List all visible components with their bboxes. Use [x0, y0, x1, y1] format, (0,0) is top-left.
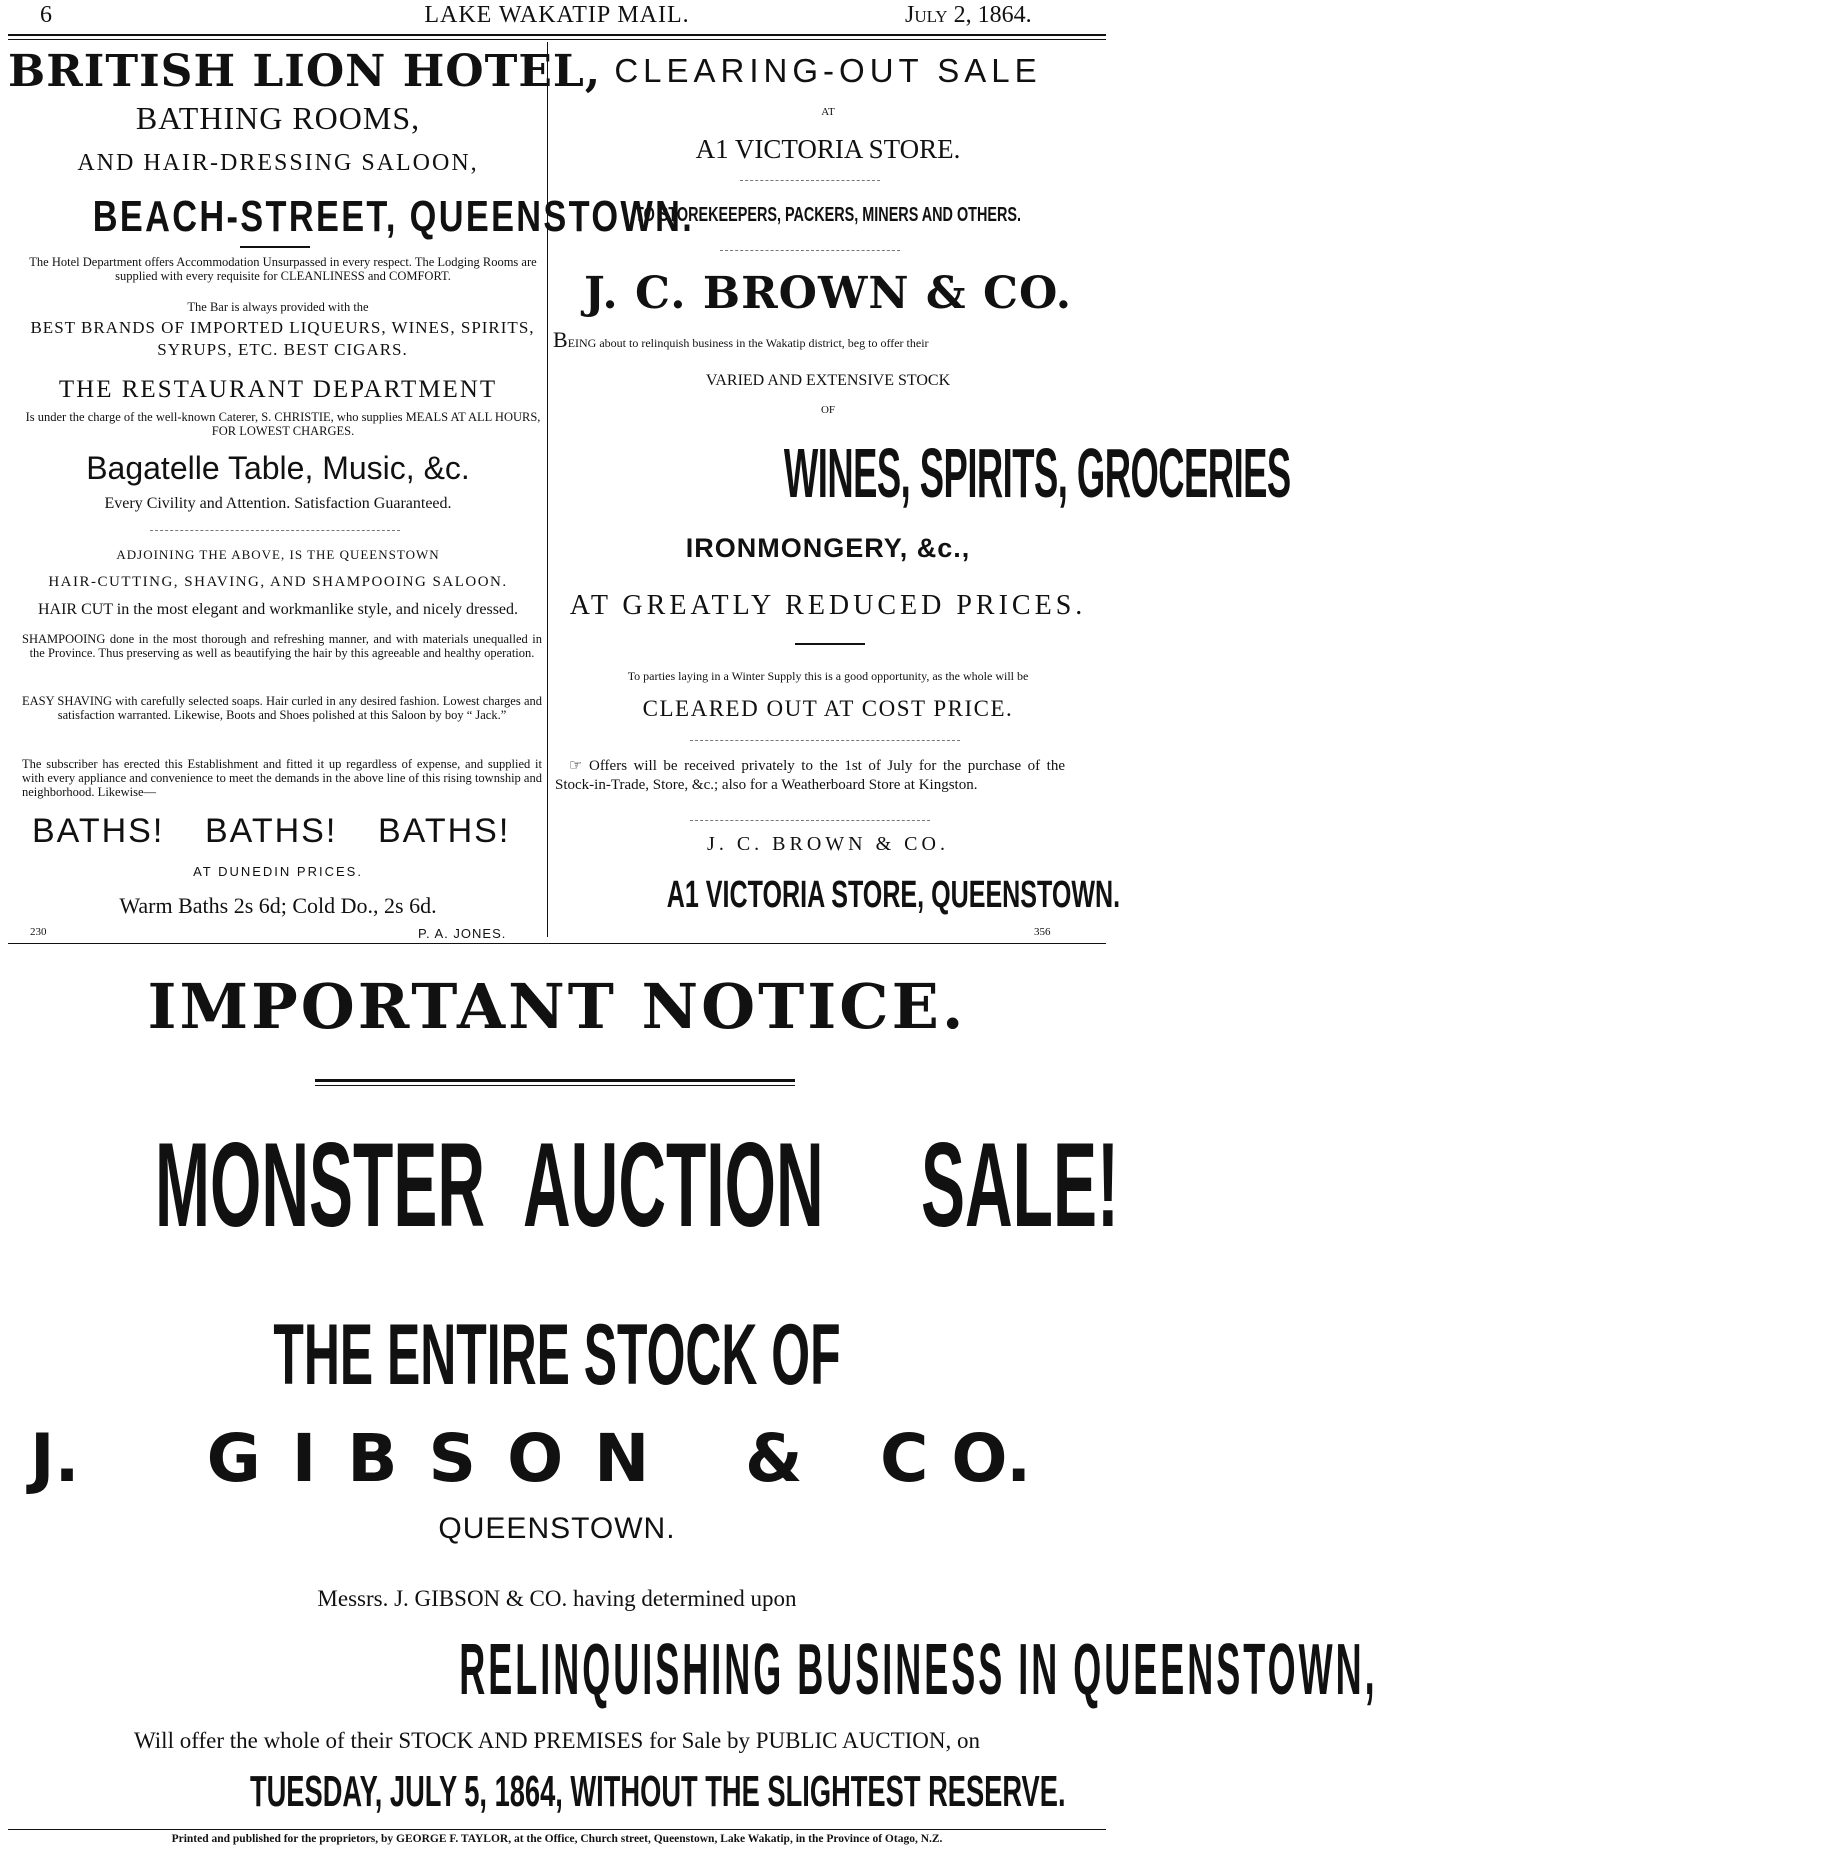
drop-initial: B	[553, 327, 568, 352]
divider	[690, 820, 930, 821]
bagatelle-table: Bagatelle Table, Music, &c.	[86, 450, 470, 486]
adjoining-line: ADJOINING THE ABOVE, IS THE QUEENSTOWN	[116, 547, 440, 562]
offers-paragraph	[555, 756, 1065, 795]
ad-signature: J. C. BROWN & CO.	[707, 833, 949, 855]
masthead: LAKE WAKATIP MAIL.	[424, 2, 690, 28]
shampooing-text: SHAMPOOING done in the most thorough and refreshing manner, and with materials unequalled in the Province. Thus preserving as well as beautifying the hair by this agreeable and healthy operation.	[22, 632, 542, 660]
divider	[720, 250, 900, 251]
monster-word	[20, 1110, 485, 1260]
hotel-address	[8, 192, 695, 244]
sale-word	[840, 1110, 1119, 1260]
ad-reference-number: 230	[30, 926, 47, 938]
saloon-heading: HAIR-CUTTING, SHAVING, AND SHAMPOOING SALOON.	[48, 574, 508, 590]
offers-text: Offers will be received privately to the 1st of July for the purchase of the Stock-in-Trade, Store, &c.; also for a Weatherboard Store at Kingston.	[555, 758, 1065, 793]
firm-name: J. C. BROWN & CO.	[583, 268, 1073, 319]
reduced-prices: AT GREATLY REDUCED PRICES.	[569, 590, 1087, 621]
varied-stock: VARIED AND EXTENSIVE STOCK	[705, 372, 951, 389]
queenstown: QUEENSTOWN.	[438, 1512, 676, 1545]
hotel-address-text: BEACH-STREET, QUEENSTOWN.	[92, 192, 695, 241]
ad-reference-number: 356	[1034, 926, 1051, 938]
divider	[150, 530, 400, 531]
of-label: OF	[820, 404, 836, 416]
page-number: 6	[40, 2, 52, 28]
important-notice	[0, 970, 1114, 1043]
double-rule	[315, 1085, 795, 1086]
baths-2: BATHS!	[205, 812, 338, 850]
divider	[795, 643, 865, 645]
auction-word	[400, 1110, 824, 1260]
bar-brands: BEST BRANDS OF IMPORTED LIQUEURS, WINES, SPIRITS, SYRUPS, ETC. BEST CIGARS.	[30, 318, 535, 359]
intro-text: EING about to relinquish business in the Wakatip district, beg to offer their	[567, 336, 929, 350]
gibson-j: J.	[30, 1420, 80, 1497]
important-notice-text: IMPORTANT NOTICE.	[147, 970, 967, 1043]
messrs-line: Messrs. J. GIBSON & CO. having determined upon	[317, 1586, 797, 1611]
pointing-hand-icon: ☞	[569, 756, 583, 774]
restaurant-heading: THE RESTAURANT DEPARTMENT	[58, 376, 498, 403]
audience-text: TO STOREKEEPERS, PACKERS, MINERS AND OTHERS.	[635, 204, 1021, 226]
divider	[690, 740, 960, 741]
gibson-ampersand: &	[745, 1420, 803, 1497]
cleared-out: CLEARED OUT AT COST PRICE.	[642, 696, 1014, 721]
hotel-department-text: The Hotel Department offers Accommodation Unsurpassed in every respect. The Lodging Rooms are supplied with every requisite for CLEANLINESS and COMFORT.	[29, 255, 537, 283]
dunedin-prices: AT DUNEDIN PRICES.	[193, 864, 363, 879]
victoria-store: A1 VICTORIA STORE.	[695, 134, 961, 164]
baths-1: BATHS!	[32, 812, 165, 850]
sale-text: SALE!	[921, 1118, 1119, 1252]
header-rule	[8, 34, 1106, 36]
hair-cut-line: HAIR CUT in the most elegant and workmanlike style, and nicely dressed.	[37, 601, 519, 618]
bathing-rooms: BATHING ROOMS,	[135, 100, 421, 136]
wines-text: WINES, SPIRITS, GROCERIES	[783, 434, 1291, 512]
hair-dressing-saloon: AND HAIR-DRESSING SALOON,	[77, 150, 479, 176]
entire-stock	[0, 1300, 1114, 1410]
entire-stock-text: THE ENTIRE STOCK OF	[273, 1307, 841, 1403]
wines-line	[550, 428, 1291, 518]
store-bottom-text: A1 VICTORIA STORE, QUEENSTOWN.	[666, 874, 1121, 916]
auction-text: AUCTION	[522, 1118, 824, 1252]
easy-shaving-text: EASY SHAVING with carefully selected soaps. Hair curled in any desired fashion. Lowest charges and satisfaction warranted. Likewise, Boots and Shoes polished at this Saloon by boy “ Jack.”	[22, 694, 542, 722]
will-offer-line: Will offer the whole of their STOCK AND PREMISES for Sale by PUBLIC AUCTION, on	[134, 1728, 980, 1753]
baths-3: BATHS!	[378, 812, 511, 850]
footer-rule	[8, 1829, 1106, 1830]
store-bottom	[550, 870, 1121, 920]
civility-line: Every Civility and Attention. Satisfaction Guaranteed.	[104, 495, 452, 512]
intro-paragraph	[553, 327, 1073, 352]
ironmongery: IRONMONGERY, &c.,	[685, 533, 971, 563]
divider	[240, 246, 310, 248]
gibson-co: C O.	[880, 1420, 1032, 1497]
section-rule	[8, 943, 1106, 944]
relinquishing-text: RELINQUISHING BUSINESS IN QUEENSTOWN,	[459, 1630, 1378, 1710]
relinquishing	[0, 1625, 1378, 1715]
divider	[740, 180, 880, 181]
subscriber-text: The subscriber has erected this Establishment and fitted it up regardless of expense, and supplied it with every appliance and convenience to meet the demands in the above line of this rising township and neighborhood. Likewise—	[22, 757, 542, 799]
at-label: AT	[821, 106, 835, 118]
bar-intro: The Bar is always provided with the	[187, 300, 369, 314]
winter-supply: To parties laying in a Winter Supply this is a good opportunity, as the whole will be	[627, 669, 1029, 683]
hotel-name: BRITISH LION HOTEL,	[8, 46, 602, 97]
ad-signature: P. A. JONES.	[418, 926, 507, 941]
monster-text: MONSTER	[155, 1118, 485, 1252]
date-line	[0, 1764, 1114, 1820]
audience-line	[550, 204, 1106, 230]
issue-date: July 2, 1864.	[905, 2, 1032, 28]
gibson-name: G I B S O N	[206, 1420, 654, 1497]
clearing-out-headline: CLEARING-OUT SALE	[614, 52, 1042, 89]
date-line-text: TUESDAY, JULY 5, 1864, WITHOUT THE SLIGHTEST RESERVE.	[249, 1767, 1066, 1816]
double-rule	[315, 1079, 795, 1082]
restaurant-text: Is under the charge of the well-known Caterer, S. CHRISTIE, who supplies MEALS AT ALL HOURS, FOR LOWEST CHARGES.	[25, 410, 541, 438]
bath-prices: Warm Baths 2s 6d; Cold Do., 2s 6d.	[119, 893, 437, 918]
footer-imprint: Printed and published for the proprietors, by GEORGE F. TAYLOR, at the Office, Church street, Queenstown, Lake Wakatip, in the Province of Otago, N.Z.	[171, 1833, 943, 1845]
header-rule-thin	[8, 39, 1106, 40]
